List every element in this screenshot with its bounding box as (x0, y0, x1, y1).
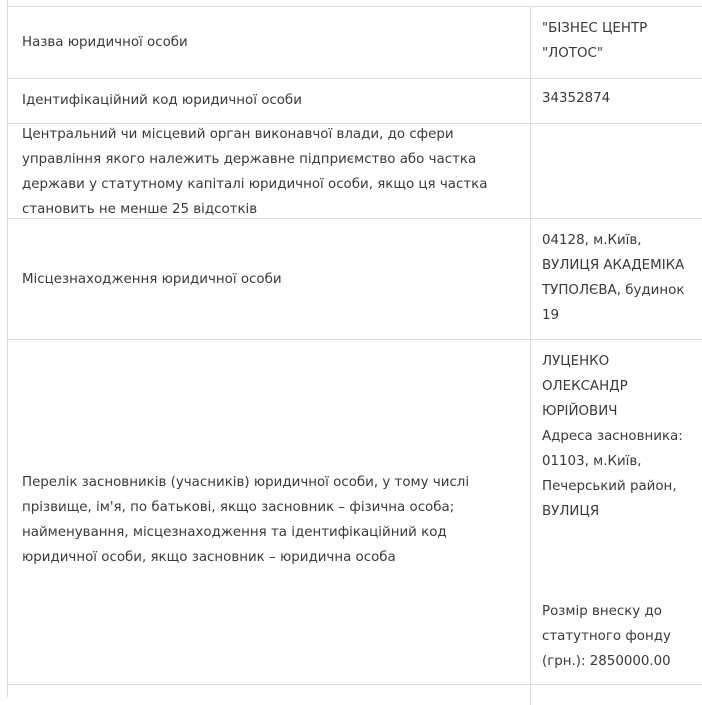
value-line: ЮРІЙОВИЧ (542, 404, 618, 419)
row-value-next (532, 685, 702, 705)
table-row (8, 124, 702, 219)
value-line: 04128, м.Київ, (542, 233, 642, 248)
row-value-name (532, 7, 702, 78)
row-value-location (532, 219, 702, 339)
value-line: Адреса засновника: (542, 429, 683, 444)
label-text: Перелік засновників (учасників) юридичної особи, у тому числі прізвище, ім'я, по батькові, якщо засновник – фізична особа; найменування, місцезнаходження та ідентифікаційний код юридичної особи, якщо засновник – юридична особа (22, 475, 470, 565)
label-text: Назва юридичної особи (22, 35, 188, 50)
row-label-founders (8, 340, 531, 684)
value-line: Розмір внеску до (542, 604, 662, 619)
value-line: ТУПОЛЄВА, будинок (542, 283, 685, 298)
row-value-authority (532, 124, 702, 218)
value-line: ЛУЦЕНКО (542, 354, 610, 369)
value-line: 01103, м.Київ, (542, 454, 642, 469)
spacer (542, 524, 693, 599)
founder-info (542, 349, 693, 524)
value-line: 19 (542, 308, 560, 323)
value-line: 34352874 (542, 91, 611, 106)
value-line: "БІЗНЕС ЦЕНТР (542, 21, 648, 36)
label-text: Центральний чи місцевий орган виконавчої влади, до сфери управління якого належить державне підприємство або частка держави у статутному капіталі юридичної особи, якщо ця частка становить не менше 25 відсотків (22, 126, 488, 217)
value-line: статутного фонду (542, 629, 671, 644)
value-line: (грн.): 2850000.00 (542, 654, 671, 669)
value-line: ВУЛИЦЯ АКАДЕМІКА (542, 258, 685, 273)
registry-table (7, 0, 702, 697)
table-row (8, 219, 702, 340)
table-row (8, 78, 702, 124)
value-line: Печерський район, (542, 479, 677, 494)
table-row (8, 340, 702, 685)
row-label-location (8, 219, 531, 339)
label-text: Місцезнаходження юридичної особи (22, 271, 282, 287)
label-text: Ідентифікаційний код юридичної особи (22, 93, 302, 108)
row-label-name (8, 7, 531, 78)
row-label-authority (8, 124, 531, 218)
row-label-next (8, 685, 531, 705)
row-label-id-code (8, 78, 531, 123)
value-line: ВУЛИЦЯ (542, 504, 600, 519)
table-row (8, 6, 702, 79)
table-row (8, 685, 702, 705)
contribution-info (542, 599, 693, 674)
row-value-id-code (532, 78, 702, 123)
value-line: ОЛЕКСАНДР (542, 379, 628, 394)
value-line: "ЛОТОС" (542, 46, 603, 61)
row-value-founders (532, 340, 702, 684)
